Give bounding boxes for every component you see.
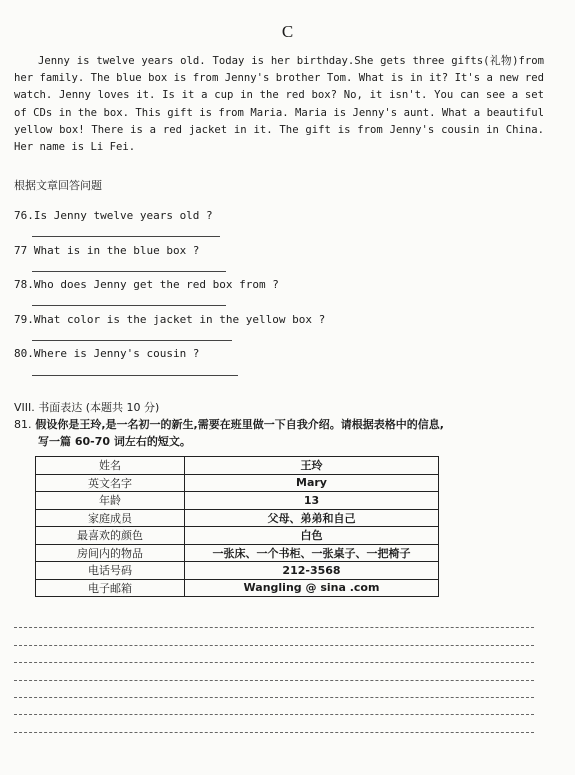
table-label: 电子邮箱 xyxy=(36,579,185,597)
table-value: 父母、弟弟和自己 xyxy=(185,509,439,527)
table-label: 家庭成员 xyxy=(36,509,185,527)
writing-line-2[interactable] xyxy=(14,645,534,646)
table-row xyxy=(36,492,439,510)
table-row xyxy=(36,474,439,492)
table-value: 212-3568 xyxy=(185,562,439,580)
table-value: 王玲 xyxy=(185,457,439,475)
answer-line-77[interactable] xyxy=(32,271,226,272)
table-row xyxy=(36,527,439,545)
table-label: 房间内的物品 xyxy=(36,544,185,562)
table-row xyxy=(36,509,439,527)
section-letter: C xyxy=(281,22,294,41)
reading-passage: Jenny is twelve years old. Today is her birthday.She gets three gifts(礼物)from her family. The blue box is from Jenny's brother Tom. What is in it? It's a new red watch. Jenny loves it. Is it a cup in the red box? No, it isn't. You can see a set of CDs in the box. This gift is from Maria. Maria is Jenny's aunt. What a beautiful yellow box! There is a red jacket in it. The gift is from Jenny's cousin in China. Her name is Li Fei. xyxy=(14,55,544,154)
table-value: 13 xyxy=(185,492,439,510)
answer-line-76[interactable] xyxy=(32,236,220,237)
writing-line-4[interactable] xyxy=(14,680,534,681)
writing-line-7[interactable] xyxy=(14,732,534,733)
personal-info-table xyxy=(35,456,439,597)
table-label: 姓名 xyxy=(36,457,185,475)
table-value: 一张床、一个书柜、一张桌子、一把椅子 xyxy=(185,544,439,562)
question-79: 79.What color is the jacket in the yellow box ? xyxy=(14,313,326,326)
writing-line-6[interactable] xyxy=(14,714,534,715)
answer-line-79[interactable] xyxy=(32,340,232,341)
writing-line-1[interactable] xyxy=(14,627,534,628)
writing-section-heading: VIII. 书面表达 (本题共 10 分) xyxy=(14,401,160,414)
table-row xyxy=(36,544,439,562)
table-label: 英文名字 xyxy=(36,474,185,492)
question-80: 80.Where is Jenny's cousin ? xyxy=(14,347,200,360)
table-row xyxy=(36,562,439,580)
prompt-line-1: 假设你是王玲,是一名初一的新生,需要在班里做一下自我介绍。请根据表格中的信息, xyxy=(35,418,444,431)
table-label: 电话号码 xyxy=(36,562,185,580)
writing-line-3[interactable] xyxy=(14,662,534,663)
table-label: 年龄 xyxy=(36,492,185,510)
answer-line-78[interactable] xyxy=(32,305,226,306)
writing-line-5[interactable] xyxy=(14,697,534,698)
writing-prompt xyxy=(14,416,559,450)
prompt-line-2: 写一篇 60-70 词左右的短文。 xyxy=(38,435,191,448)
answer-line-80[interactable] xyxy=(32,375,238,376)
table-value: Mary xyxy=(185,474,439,492)
table-row xyxy=(36,457,439,475)
question-77: 77 What is in the blue box ? xyxy=(14,244,200,257)
prompt-number: 81. xyxy=(14,418,32,431)
table-label: 最喜欢的颜色 xyxy=(36,527,185,545)
table-value: Wangling @ sina .com xyxy=(185,579,439,597)
question-instruction: 根据文章回答问题 xyxy=(14,179,102,192)
table-row xyxy=(36,579,439,597)
question-76: 76.Is Jenny twelve years old ? xyxy=(14,209,213,222)
table-value: 白色 xyxy=(185,527,439,545)
question-78: 78.Who does Jenny get the red box from ? xyxy=(14,278,279,291)
